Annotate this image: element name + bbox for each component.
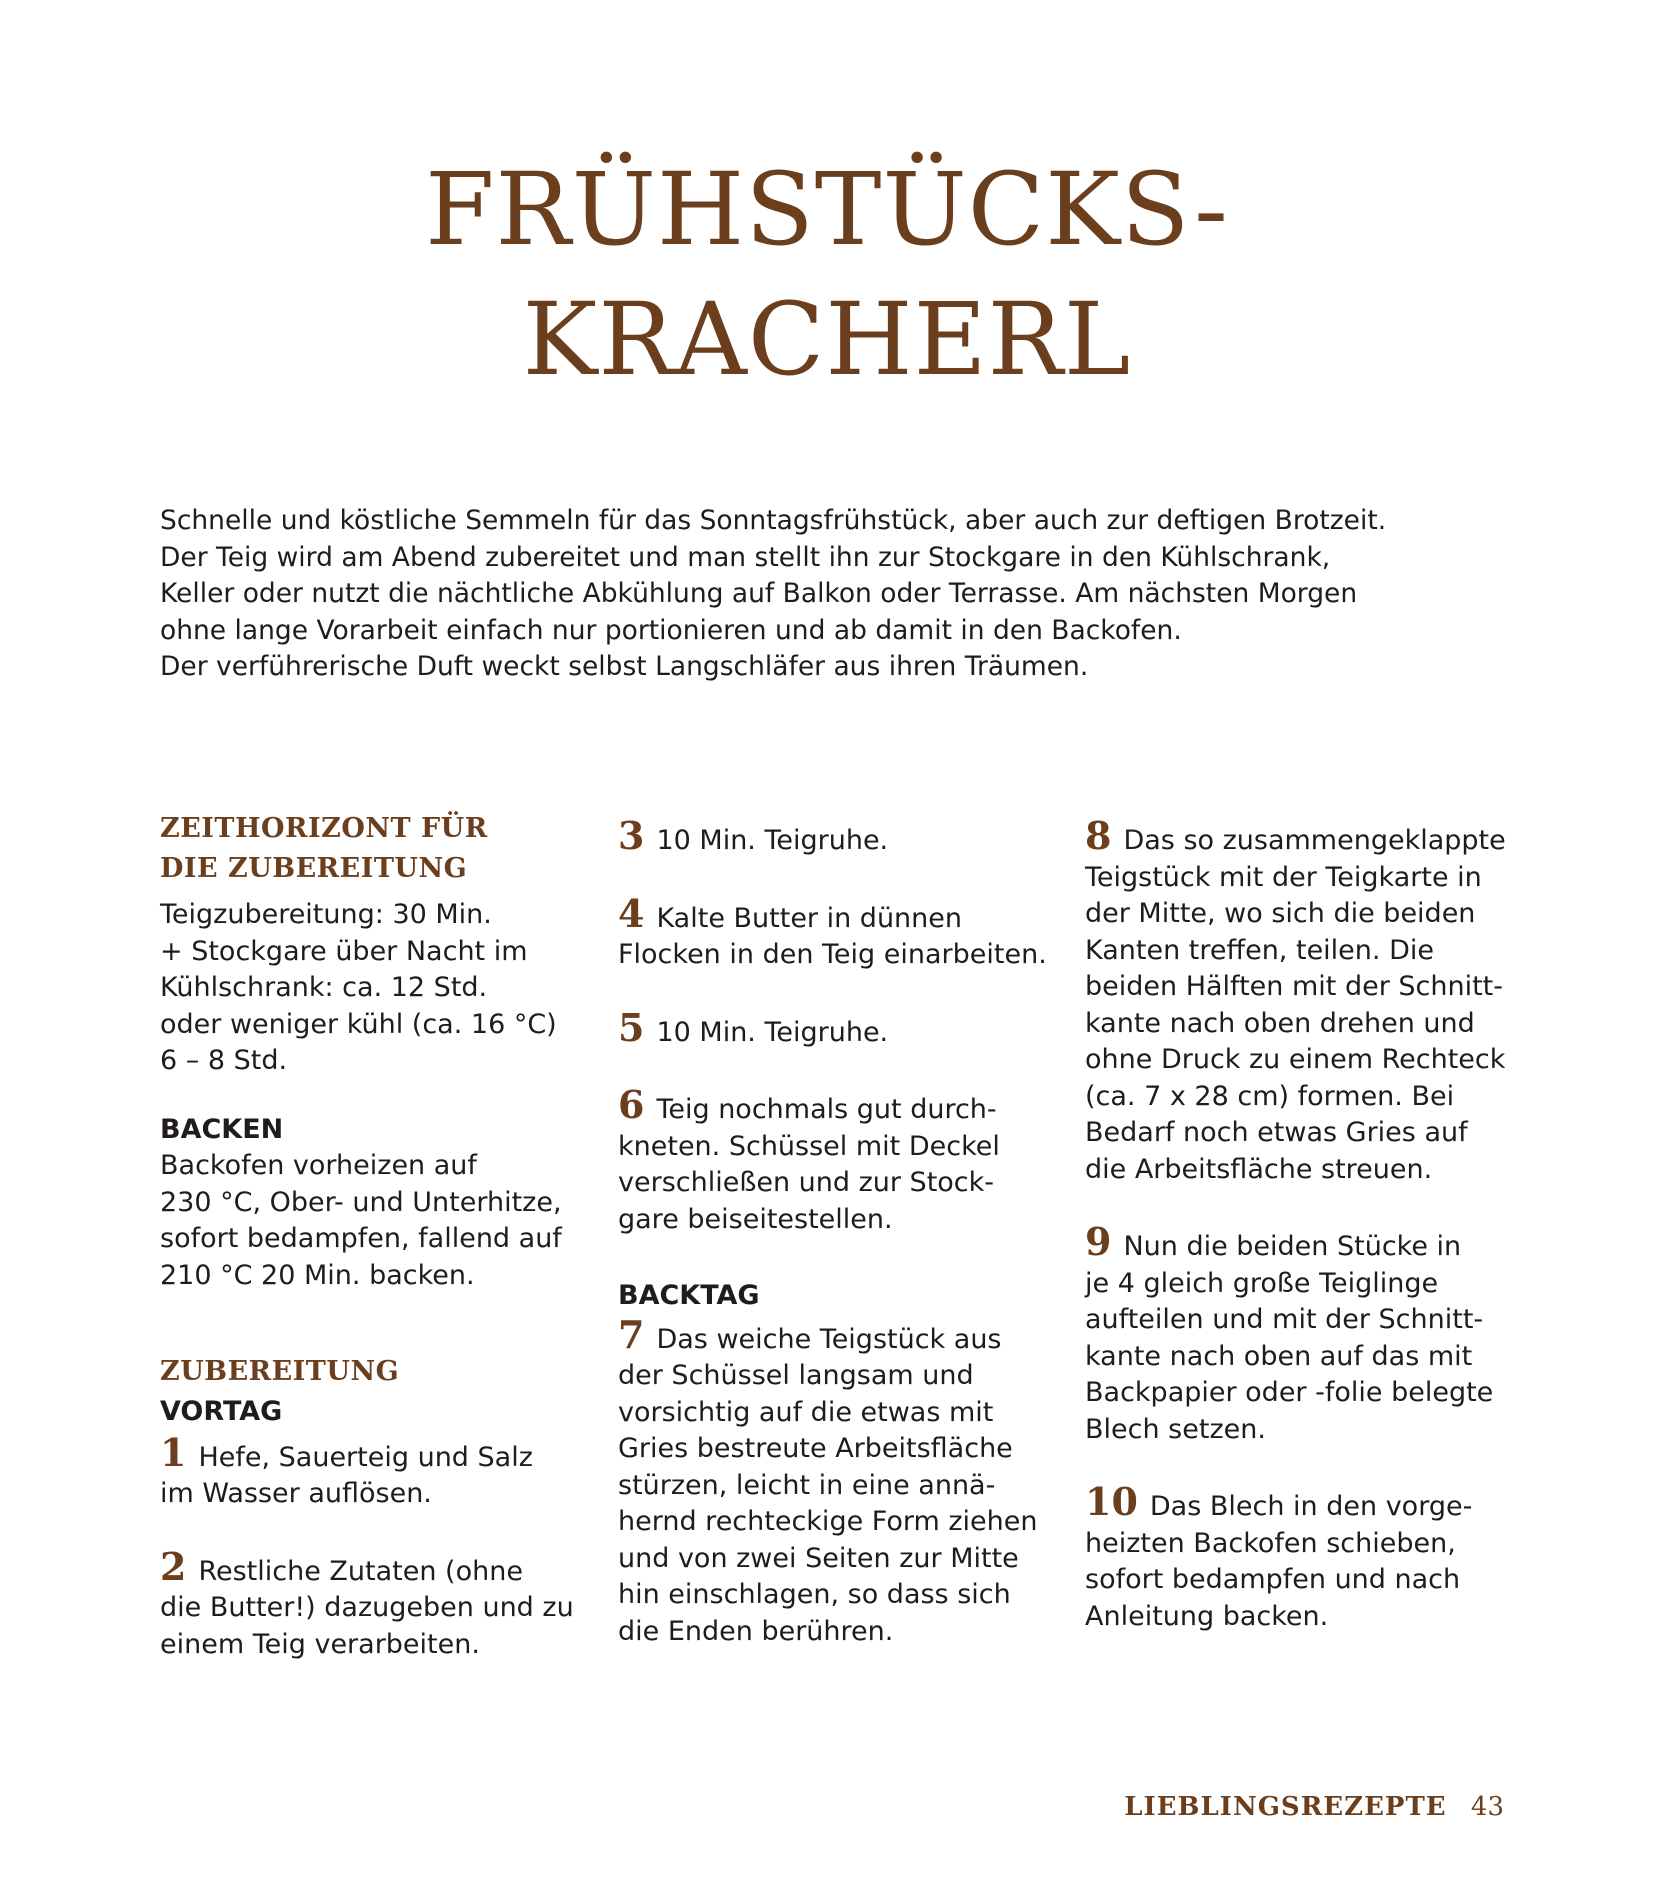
step-line: Teig nochmals gut durch- xyxy=(656,1094,997,1125)
book-title: LIEBLINGSREZEPTE xyxy=(1124,1792,1447,1822)
day-before-heading: VORTAG xyxy=(160,1396,283,1427)
time-line: Teigzubereitung: 30 Min. xyxy=(160,899,492,930)
step-line: Teigstück mit der Teigkarte in xyxy=(1085,861,1482,893)
step-line: die Butter!) dazugeben und zu xyxy=(160,1592,574,1623)
baking-line: Backofen vorheizen auf xyxy=(160,1150,477,1181)
column-1 xyxy=(160,809,600,1663)
step-number: 3 xyxy=(618,813,645,858)
step-line: stürzen, leicht in eine annä- xyxy=(618,1469,996,1501)
step-number: 8 xyxy=(1085,813,1112,858)
step-4 xyxy=(618,890,1058,974)
step-line: 10 Min. Teigruhe. xyxy=(656,825,889,856)
step-line: Kanten treffen, teilen. Die xyxy=(1085,934,1434,966)
step-line: sofort bedampfen und nach xyxy=(1085,1564,1461,1595)
step-line: heizten Backofen schieben, xyxy=(1085,1527,1456,1559)
step-8 xyxy=(1085,813,1525,1188)
title-line-2: KRACHERL xyxy=(522,281,1132,398)
baking-line: sofort bedampfen, fallend auf xyxy=(160,1223,562,1254)
step-number: 9 xyxy=(1085,1219,1112,1264)
step-line: Das weiche Teigstück aus xyxy=(656,1323,1002,1355)
step-line: kante nach oben auf das mit xyxy=(1085,1340,1473,1372)
time-heading xyxy=(160,809,600,889)
step-line: im Wasser auflösen. xyxy=(160,1478,432,1509)
step-line: hin einschlagen, so dass sich xyxy=(618,1579,1011,1610)
intro-text xyxy=(160,503,1500,686)
step-line: je 4 gleich große Teiglinge xyxy=(1085,1267,1439,1299)
step-line: Hefe, Sauerteig und Salz xyxy=(198,1441,533,1473)
baking-line: 210 °C 20 Min. backen. xyxy=(160,1259,475,1291)
baking-details xyxy=(160,1148,600,1294)
step-line: (ca. 7 x 28 cm) formen. Bei xyxy=(1085,1080,1455,1112)
step-line: kneten. Schüssel mit Deckel xyxy=(618,1130,1000,1162)
intro-line: ohne lange Vorarbeit einfach nur portionieren und ab damit in den Backofen. xyxy=(160,614,1182,646)
step-line: kante nach oben drehen und xyxy=(1085,1007,1475,1039)
baking-line: 230 °C, Ober- und Unterhitze, xyxy=(160,1186,562,1218)
step-line: Gries bestreute Arbeitsfläche xyxy=(618,1433,1013,1464)
column-2 xyxy=(618,813,1058,1650)
step-line: Backpapier oder -folie belegte xyxy=(1085,1377,1494,1408)
title-line-1: FRÜHSTÜCKS- xyxy=(425,151,1229,268)
recipe-title xyxy=(0,145,1654,405)
step-7 xyxy=(618,1311,1058,1651)
step-line: Kalte Butter in dünnen xyxy=(656,902,963,934)
intro-line: Schnelle und köstliche Semmeln für das Sonntagsfrühstück, aber auch zur deftigen Brotzeit. xyxy=(160,505,1387,536)
step-number: 4 xyxy=(618,890,645,936)
step-line: und von zwei Seiten zur Mitte xyxy=(618,1542,1019,1574)
step-line: hernd rechteckige Form ziehen xyxy=(618,1506,1038,1537)
step-1 xyxy=(160,1429,600,1513)
step-number: 5 xyxy=(618,1004,645,1050)
step-line: Flocken in den Teig einarbeiten. xyxy=(618,939,1047,970)
step-10 xyxy=(1085,1479,1525,1635)
intro-line: Der verführerische Duft weckt selbst Langschläfer aus ihren Träumen. xyxy=(160,651,1089,682)
step-line: 10 Min. Teigruhe. xyxy=(656,1016,889,1048)
step-line: einem Teig verarbeiten. xyxy=(160,1628,480,1660)
step-line: beiden Hälften mit der Schnitt- xyxy=(1085,971,1503,1002)
step-6 xyxy=(618,1082,1058,1238)
step-number: 1 xyxy=(160,1429,187,1475)
step-line: Nun die beiden Stücke in xyxy=(1123,1231,1462,1262)
page-footer xyxy=(1124,1792,1504,1822)
step-line: der Mitte, wo sich die beiden xyxy=(1085,898,1476,929)
time-heading-line: ZEITHORIZONT FÜR xyxy=(160,813,488,844)
step-line: Blech setzen. xyxy=(1085,1413,1266,1445)
step-line: Restliche Zutaten (ohne xyxy=(198,1555,523,1587)
step-line: der Schüssel langsam und xyxy=(618,1360,974,1391)
preparation-heading: ZUBEREITUNG xyxy=(160,1356,400,1387)
step-line: Das so zusammengeklappte xyxy=(1123,825,1506,856)
column-3 xyxy=(1085,813,1525,1635)
time-line: 6 – 8 Std. xyxy=(160,1045,288,1076)
step-line: ohne Druck zu einem Rechteck xyxy=(1085,1044,1506,1075)
page-number: 43 xyxy=(1470,1792,1504,1822)
time-details xyxy=(160,897,600,1080)
baking-day-heading: BACKTAG xyxy=(618,1280,760,1311)
time-line: + Stockgare über Nacht im xyxy=(160,935,528,967)
step-5 xyxy=(618,1004,1058,1052)
intro-line: Keller oder nutzt die nächtliche Abkühlung auf Balkon oder Terrasse. Am nächsten Morgen xyxy=(160,578,1358,609)
step-line: Das Blech in den vorge- xyxy=(1149,1491,1473,1522)
step-line: verschließen und zur Stock- xyxy=(618,1167,995,1198)
time-heading-line: DIE ZUBEREITUNG xyxy=(160,853,468,884)
step-9 xyxy=(1085,1219,1525,1448)
step-number: 2 xyxy=(160,1543,187,1589)
step-line: vorsichtig auf die etwas mit xyxy=(618,1396,994,1428)
step-3 xyxy=(618,813,1058,860)
step-number: 10 xyxy=(1085,1479,1138,1524)
time-line: oder weniger kühl (ca. 16 °C) xyxy=(160,1008,557,1040)
step-line: gare beiseitestellen. xyxy=(618,1203,893,1235)
step-line: die Arbeitsfläche streuen. xyxy=(1085,1153,1433,1185)
time-line: Kühlschrank: ca. 12 Std. xyxy=(160,972,488,1003)
step-line: die Enden berühren. xyxy=(618,1615,894,1647)
step-line: aufteilen und mit der Schnitt- xyxy=(1085,1304,1484,1335)
step-number: 6 xyxy=(618,1082,645,1127)
step-number: 7 xyxy=(618,1311,645,1357)
step-line: Anleitung backen. xyxy=(1085,1600,1329,1632)
step-2 xyxy=(160,1543,600,1664)
baking-heading: BACKEN xyxy=(160,1113,284,1145)
intro-line: Der Teig wird am Abend zubereitet und man stellt ihn zur Stockgare in den Kühlschrank, xyxy=(160,541,1331,573)
step-line: Bedarf noch etwas Gries auf xyxy=(1085,1117,1468,1148)
